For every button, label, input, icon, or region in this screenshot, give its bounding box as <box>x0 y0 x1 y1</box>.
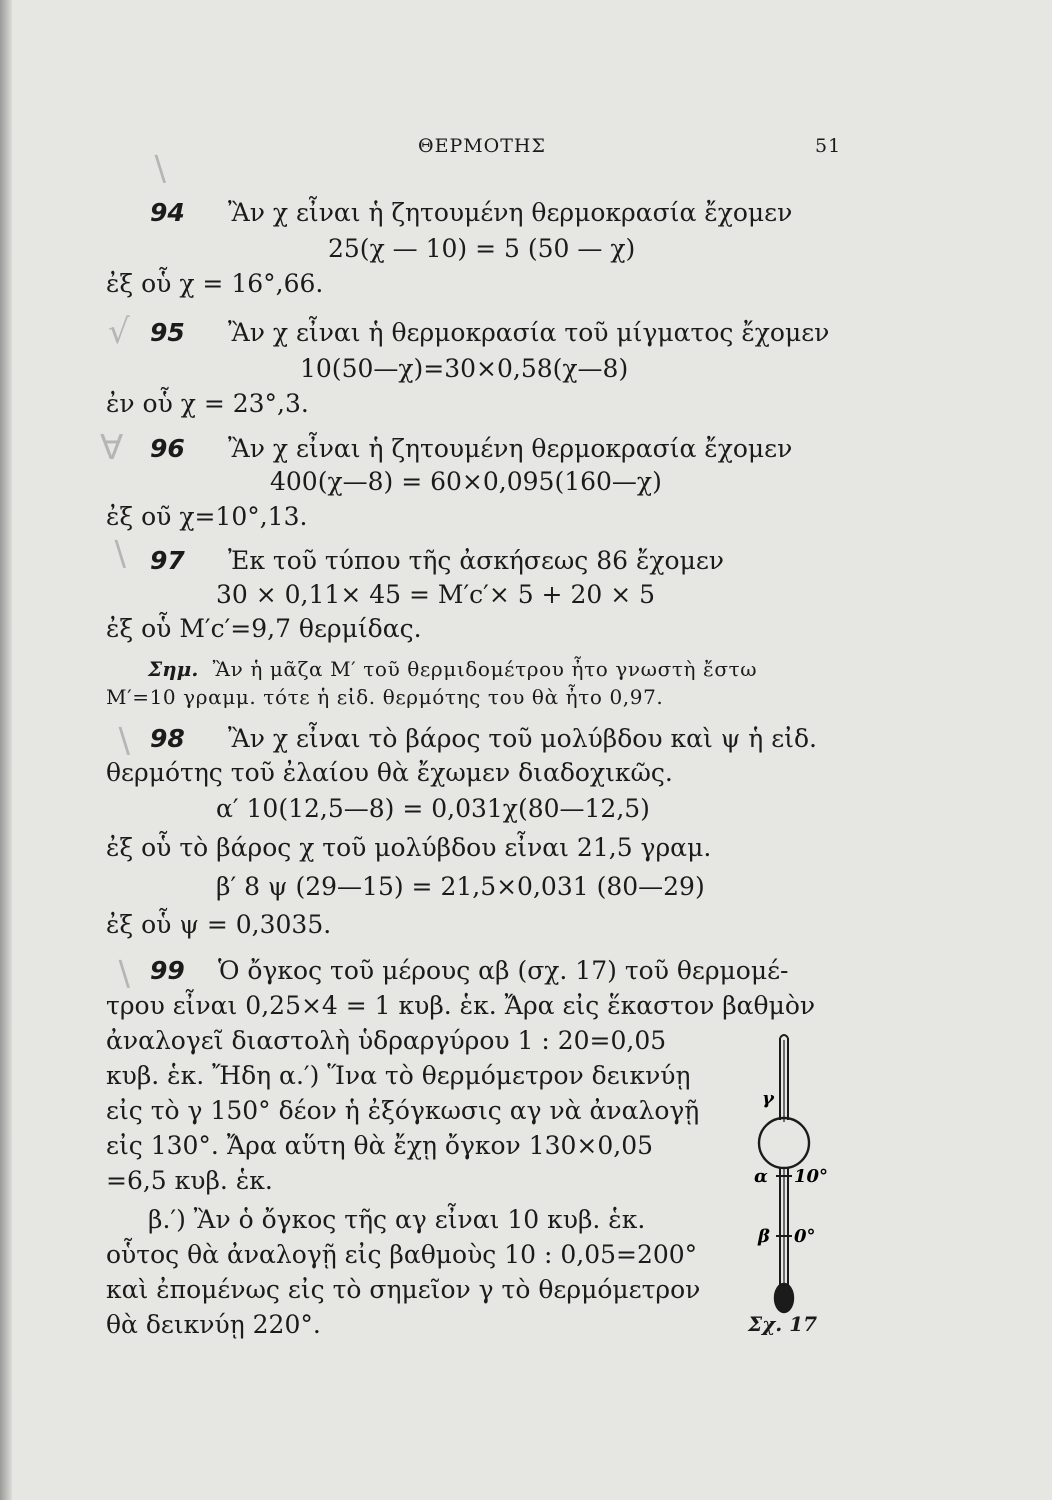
pencil-mark: ∀ <box>100 428 124 468</box>
pencil-mark: ∖ <box>112 722 134 762</box>
result-line: ἐξ οὗ M′c′=9,7 θερμίδας. <box>106 614 422 643</box>
label-a: α <box>754 1166 768 1187</box>
note-text: Ἂν ἡ μᾶζα M′ τοῦ θερμιδομέτρου ἦτο γνωστὴ ἔστω <box>212 657 758 681</box>
equation: 25(χ — 10) = 5 (50 — χ) <box>328 234 636 263</box>
problem-number: 95 <box>150 318 185 347</box>
problem-text: θὰ δεικνύῃ 220°. <box>106 1310 321 1339</box>
problem-text: Ὁ ὄγκος τοῦ μέρους αβ (σχ. 17) τοῦ θερμομέ- <box>218 956 789 985</box>
equation: β′ 8 ψ (29—15) = 21,5×0,031 (80—29) <box>216 872 705 901</box>
problem-number: 98 <box>150 724 185 753</box>
problem-text: ἀναλογεῖ διαστολὴ ὑδραργύρου 1 : 20=0,05 <box>106 1026 667 1055</box>
note-line <box>148 657 757 681</box>
problem-text: τρου εἶναι 0,25×4 = 1 κυβ. ἑκ. Ἄρα εἰς ἕκαστον βαθμὸν <box>106 991 816 1020</box>
problem-number: 97 <box>150 546 185 575</box>
equation: 10(50—χ)=30×0,58(χ—8) <box>300 354 629 383</box>
label-0-degrees: 0° <box>794 1226 816 1247</box>
page-spine-shadow <box>0 0 12 1500</box>
problem-text: οὗτος θὰ ἀναλογῇ εἰς βαθμοὺς 10 : 0,05=200° <box>106 1240 698 1269</box>
label-gamma: γ <box>762 1088 774 1109</box>
problem-text: =6,5 κυβ. ἑκ. <box>106 1166 273 1195</box>
problem-text: Ἂν χ εἶναι τὸ βάρος τοῦ μολύβδου καὶ ψ ἡ εἰδ. <box>228 724 817 753</box>
problem-text: εἰς τὸ γ 150° δέον ἡ ἐξόγκωσις αγ νὰ ἀναλογῇ <box>106 1096 700 1125</box>
figure-caption: Σχ. 17 <box>748 1312 818 1336</box>
result-line: ἐξ ου̃ χ=10°,13. <box>106 502 308 531</box>
problem-number: 99 <box>150 956 185 985</box>
equation: α′ 10(12,5—8) = 0,031χ(80—12,5) <box>216 794 650 823</box>
pencil-mark: ∖ <box>108 535 130 575</box>
problem-text: θερμότης τοῦ ἐλαίου θὰ ἔχωμεν διαδοχικῶς. <box>106 758 673 787</box>
thermometer-upper-bulb <box>759 1118 809 1168</box>
problem-text: Ἐκ τοῦ τύπου τῆς ἀσκήσεως 86 ἔχομεν <box>228 546 725 575</box>
problem-number: 94 <box>150 198 185 227</box>
thermometer-figure <box>740 1030 840 1330</box>
pencil-mark: ∖ <box>148 150 170 190</box>
pencil-mark: √ <box>108 312 130 352</box>
problem-text: Ἂν χ εἶναι ἡ ζητουμένη θερμοκρασία ἔχομεν <box>228 198 793 227</box>
problem-text: Ἂν χ εἶναι ἡ θερμοκρασία τοῦ μίγματος ἔχομεν <box>228 318 830 347</box>
running-header: ΘΕΡΜΟΤΗΣ <box>418 135 546 157</box>
problem-number: 96 <box>150 434 185 463</box>
note-label: Σημ. <box>148 657 199 681</box>
page-number: 51 <box>815 135 842 157</box>
equation: 30 × 0,11× 45 = M′c′× 5 + 20 × 5 <box>216 580 656 609</box>
problem-text: καὶ ἐπομένως εἰς τὸ σημεῖον γ τὸ θερμόμετρον <box>106 1275 701 1304</box>
result-line: ἐξ οὗ ψ = 0,3035. <box>106 910 332 939</box>
equation: 400(χ—8) = 60×0,095(160—χ) <box>270 467 662 496</box>
problem-text: κυβ. ἑκ. Ἤδη α.′) Ἵνα τὸ θερμόμετρον δεικνύῃ <box>106 1061 691 1090</box>
result-line: ἐξ οὗ χ = 16°,66. <box>106 269 324 298</box>
result-line: ἐν οὗ χ = 23°,3. <box>106 389 309 418</box>
thermometer-lower-bulb <box>775 1284 793 1312</box>
note-line-2: M′=10 γραμμ. τότε ἡ εἰδ. θερμότης του θὰ ἦτο 0,97. <box>106 685 664 709</box>
result-line: ἐξ οὗ τὸ βάρος χ τοῦ μολύβδου εἶναι 21,5 γραμ. <box>106 833 712 862</box>
problem-text: εἰς 130°. Ἄρα αὕτη θὰ ἔχῃ ὄγκον 130×0,05 <box>106 1131 654 1160</box>
problem-text: Ἂν χ εἶναι ἡ ζητουμένη θερμοκρασία ἔχομεν <box>228 434 793 463</box>
pencil-mark: ∖ <box>112 955 134 995</box>
label-b: β <box>758 1226 770 1247</box>
label-10-degrees: 10° <box>794 1166 829 1187</box>
problem-text: β.′) Ἂν ὁ ὄγκος τῆς αγ εἶναι 10 κυβ. ἑκ. <box>148 1205 646 1234</box>
